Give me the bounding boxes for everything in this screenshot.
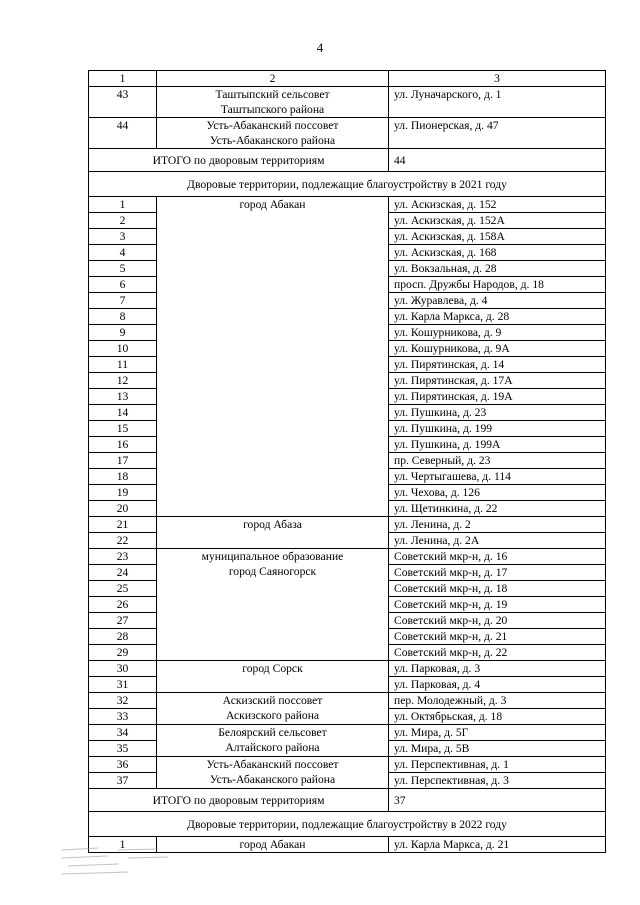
address: Советский мкр-н, д. 20	[389, 613, 606, 629]
municipality-line: Таштыпского района	[220, 103, 325, 116]
row-number: 34	[89, 725, 157, 741]
address: ул. Луначарского, д. 1	[389, 87, 606, 118]
header-col-1: 1	[89, 71, 157, 87]
row-number: 16	[89, 437, 157, 453]
row-number: 44	[89, 118, 157, 149]
row-number: 1	[89, 197, 157, 213]
address: ул. Аскизская, д. 158А	[389, 229, 606, 245]
municipality-line: Таштыпский сельсовет	[215, 88, 330, 101]
address: ул. Октябрьская, д. 18	[389, 709, 606, 725]
row-number: 4	[89, 245, 157, 261]
section-title-2022: Дворовые территории, подлежащие благоустройству в 2022 году	[89, 812, 606, 837]
address: ул. Пушкина, д. 23	[389, 405, 606, 421]
address: ул. Пушкина, д. 199	[389, 421, 606, 437]
municipality	[157, 661, 389, 693]
municipality-line: Белоярский сельсовет	[218, 726, 327, 739]
row-number: 3	[89, 229, 157, 245]
row-number: 27	[89, 613, 157, 629]
table-row	[89, 118, 606, 149]
municipality	[157, 757, 389, 789]
address: ул. Пирятинская, д. 19А	[389, 389, 606, 405]
row-number: 21	[89, 517, 157, 533]
municipality	[157, 693, 389, 725]
row-number: 29	[89, 645, 157, 661]
address: ул. Пушкина, д. 199А	[389, 437, 606, 453]
address: ул. Аскизская, д. 152А	[389, 213, 606, 229]
row-number: 8	[89, 309, 157, 325]
table-row	[89, 693, 606, 709]
table-row	[89, 757, 606, 773]
address: ул. Чертыгашева, д. 114	[389, 469, 606, 485]
address: ул. Пирятинская, д. 14	[389, 357, 606, 373]
address: ул. Перспективная, д. 1	[389, 757, 606, 773]
address: ул. Кошурникова, д. 9А	[389, 341, 606, 357]
row-number: 15	[89, 421, 157, 437]
total-value: 44	[389, 149, 606, 172]
municipality-line: Аскизского района	[225, 709, 320, 722]
address: ул. Карла Маркса, д. 21	[389, 837, 606, 853]
row-number: 7	[89, 293, 157, 309]
row-number: 35	[89, 741, 157, 757]
header-col-2: 2	[157, 71, 389, 87]
territories-table	[88, 70, 606, 853]
row-number: 10	[89, 341, 157, 357]
address: ул. Вокзальная, д. 28	[389, 261, 606, 277]
row-number: 30	[89, 661, 157, 677]
address: ул. Пирятинская, д. 17А	[389, 373, 606, 389]
row-number: 11	[89, 357, 157, 373]
municipality	[157, 118, 389, 149]
row-number: 9	[89, 325, 157, 341]
row-number: 23	[89, 549, 157, 565]
address: ул. Щетинкина, д. 22	[389, 501, 606, 517]
row-number: 2	[89, 213, 157, 229]
municipality: город Абакан	[157, 837, 389, 853]
address: Советский мкр-н, д. 22	[389, 645, 606, 661]
row-number: 26	[89, 597, 157, 613]
table-header-row	[89, 71, 606, 87]
municipality	[157, 517, 389, 549]
address: Советский мкр-н, д. 19	[389, 597, 606, 613]
address: ул. Мира, д. 5Г	[389, 725, 606, 741]
total-row	[89, 149, 606, 172]
row-number: 22	[89, 533, 157, 549]
row-number: 6	[89, 277, 157, 293]
section-title-2021: Дворовые территории, подлежащие благоустройству в 2021 году	[89, 172, 606, 197]
section-header-row	[89, 812, 606, 837]
row-number: 5	[89, 261, 157, 277]
address: ул. Парковая, д. 3	[389, 661, 606, 677]
municipality-line: муниципальное образование	[201, 550, 344, 563]
row-number: 1	[89, 837, 157, 853]
table-row	[89, 661, 606, 677]
table-row	[89, 725, 606, 741]
address: ул. Чехова, д. 126	[389, 485, 606, 501]
table-row	[89, 549, 606, 565]
table-row	[89, 197, 606, 213]
address: ул. Пионерская, д. 47	[389, 118, 606, 149]
municipality	[157, 725, 389, 757]
municipality-line: город Абаза	[243, 518, 302, 531]
row-number: 20	[89, 501, 157, 517]
address: ул. Аскизская, д. 152	[389, 197, 606, 213]
row-number: 24	[89, 565, 157, 581]
total-label: ИТОГО по дворовым территориям	[89, 149, 389, 172]
municipality-line: город Абакан	[239, 198, 306, 211]
municipality-line: Аскизский поссовет	[222, 694, 323, 707]
faded-stamp-icon	[58, 842, 178, 882]
municipality	[157, 87, 389, 118]
total-value: 37	[389, 789, 606, 812]
address: ул. Перспективная, д. 3	[389, 773, 606, 789]
address: ул. Журавлева, д. 4	[389, 293, 606, 309]
municipality-line: Усть-Абаканского района	[209, 134, 336, 147]
row-number: 17	[89, 453, 157, 469]
total-label: ИТОГО по дворовым территориям	[89, 789, 389, 812]
address: ул. Ленина, д. 2А	[389, 533, 606, 549]
row-number: 43	[89, 87, 157, 118]
address: ул. Парковая, д. 4	[389, 677, 606, 693]
municipality	[157, 197, 389, 517]
row-number: 37	[89, 773, 157, 789]
page-number: 4	[316, 40, 324, 55]
row-number: 18	[89, 469, 157, 485]
address: Советский мкр-н, д. 18	[389, 581, 606, 597]
municipality-line: город Саяногорск	[228, 565, 317, 578]
municipality-line: Усть-Абаканский поссовет	[206, 119, 339, 132]
municipality-line: Усть-Абаканский поссовет	[206, 758, 339, 771]
row-number: 14	[89, 405, 157, 421]
row-number: 12	[89, 373, 157, 389]
header-col-3: 3	[389, 71, 606, 87]
address: просп. Дружбы Народов, д. 18	[389, 277, 606, 293]
row-number: 36	[89, 757, 157, 773]
address: ул. Ленина, д. 2	[389, 517, 606, 533]
total-row	[89, 789, 606, 812]
municipality	[157, 549, 389, 661]
table-row	[89, 517, 606, 533]
address: Советский мкр-н, д. 21	[389, 629, 606, 645]
table-row	[89, 87, 606, 118]
row-number: 32	[89, 693, 157, 709]
row-number: 19	[89, 485, 157, 501]
address: Советский мкр-н, д. 16	[389, 549, 606, 565]
row-number: 28	[89, 629, 157, 645]
address: Советский мкр-н, д. 17	[389, 565, 606, 581]
address: пр. Северный, д. 23	[389, 453, 606, 469]
address: ул. Карла Маркса, д. 28	[389, 309, 606, 325]
section-header-row	[89, 172, 606, 197]
row-number: 31	[89, 677, 157, 693]
row-number: 33	[89, 709, 157, 725]
address: ул. Кошурникова, д. 9	[389, 325, 606, 341]
row-number: 13	[89, 389, 157, 405]
municipality-line: Усть-Абаканского района	[209, 773, 336, 786]
row-number: 25	[89, 581, 157, 597]
municipality-line: Алтайского района	[225, 741, 320, 754]
municipality-line: город Сорск	[242, 662, 303, 675]
address: ул. Мира, д. 5В	[389, 741, 606, 757]
address: пер. Молодежный, д. 3	[389, 693, 606, 709]
address: ул. Аскизская, д. 168	[389, 245, 606, 261]
